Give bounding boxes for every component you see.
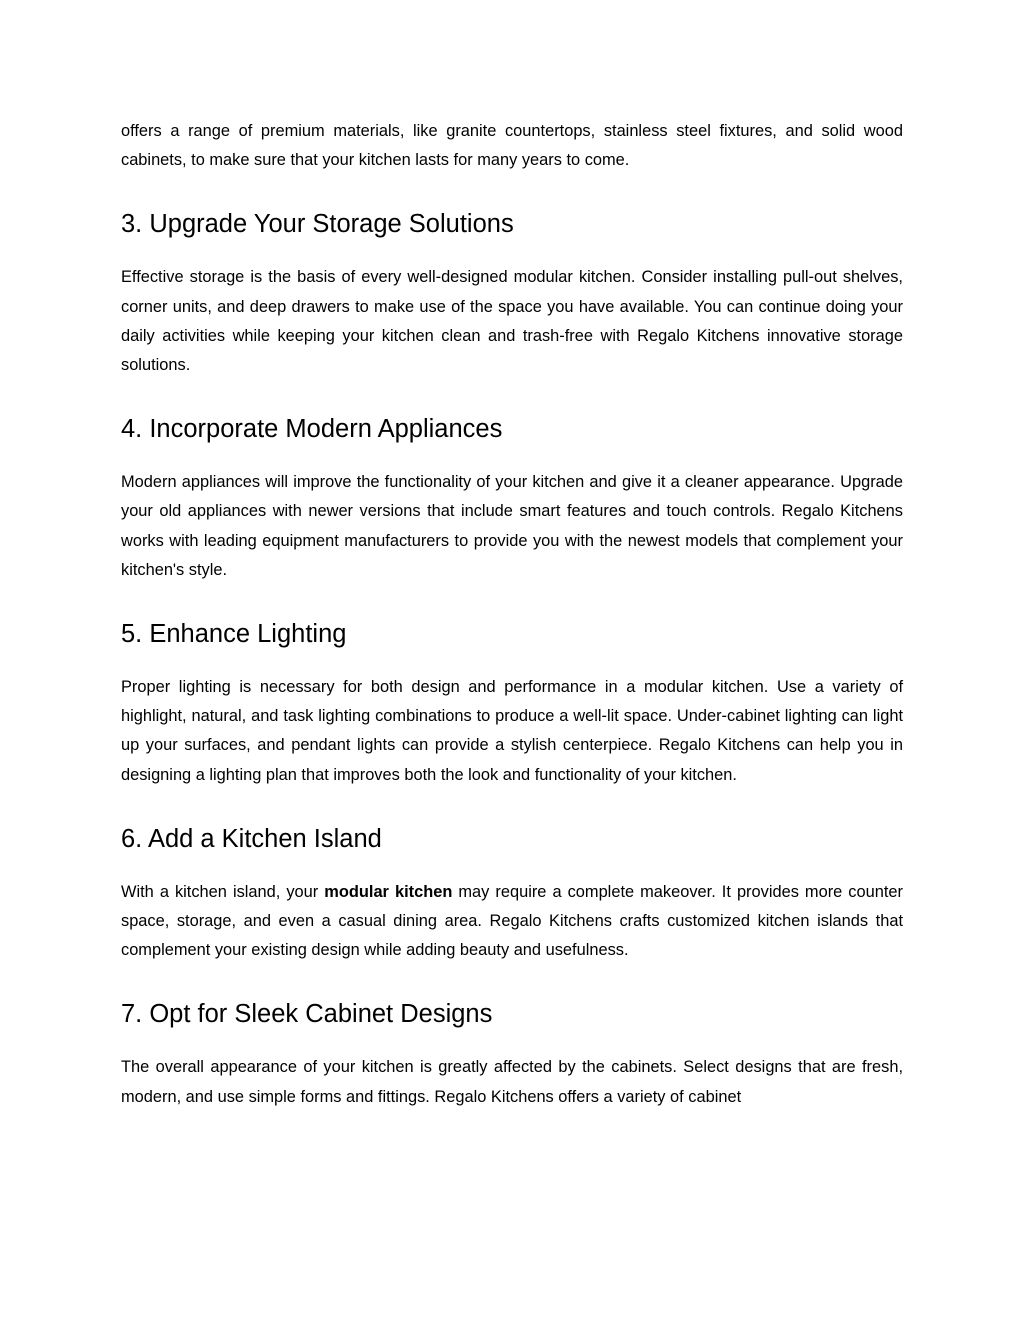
section-heading-appliances: 4. Incorporate Modern Appliances (121, 415, 503, 444)
intro-paragraph: offers a range of premium materials, like granite countertops, stainless steel fixtures, and solid wood cabinets, to make sure that your kitchen lasts for many years to come. (121, 122, 903, 170)
section-paragraph-storage: Effective storage is the basis of every well-designed modular kitchen. Consider installing pull-out shelves, corner units, and deep drawers to make use of the space you have available. You can continue doing your daily activities while keeping your kitchen clean and trash-free with Regalo Kitchens innovative storage solutions. (121, 268, 903, 375)
section-paragraph-appliances: Modern appliances will improve the functionality of your kitchen and give it a cleaner appearance. Upgrade your old appliances with newer versions that include smart features and touch controls. Regalo Kitchens works with leading equipment manufacturers to provide you with the newest models that complement your kitchen's style. (121, 473, 903, 579)
document-page (121, 117, 903, 1112)
section-heading-lighting: 5. Enhance Lighting (121, 620, 347, 649)
section-paragraph-lighting: Proper lighting is necessary for both design and performance in a modular kitchen. Use a variety of highlight, natural, and task lighting combinations to produce a well-lit space. Under-cabinet lighting can light up your surfaces, and pendant lights can provide a stylish centerpiece. Regalo Kitchens can help you in designing a lighting plan that improves both the look and functionality of your kitchen. (121, 678, 903, 784)
section-paragraph-cabinets: The overall appearance of your kitchen is greatly affected by the cabinets. Select designs that are fresh, modern, and use simple forms and fittings. Regalo Kitchens offers a variety of cabinet (121, 1058, 903, 1106)
modular-kitchen-bold: modular kitchen (324, 882, 453, 901)
island-text-after: may require a complete makeover. It provides more counter space, storage, and even a casual dining area. Regalo Kitchens crafts customized kitchen islands that complement your existing design while adding beauty and usefulness. (121, 882, 903, 960)
section-paragraph-island (121, 878, 903, 966)
island-text-before: With a kitchen island, your (121, 882, 325, 901)
section-heading-storage: 3. Upgrade Your Storage Solutions (121, 210, 514, 239)
section-heading-cabinets: 7. Opt for Sleek Cabinet Designs (121, 1000, 493, 1029)
section-heading-island: 6. Add a Kitchen Island (121, 824, 382, 853)
